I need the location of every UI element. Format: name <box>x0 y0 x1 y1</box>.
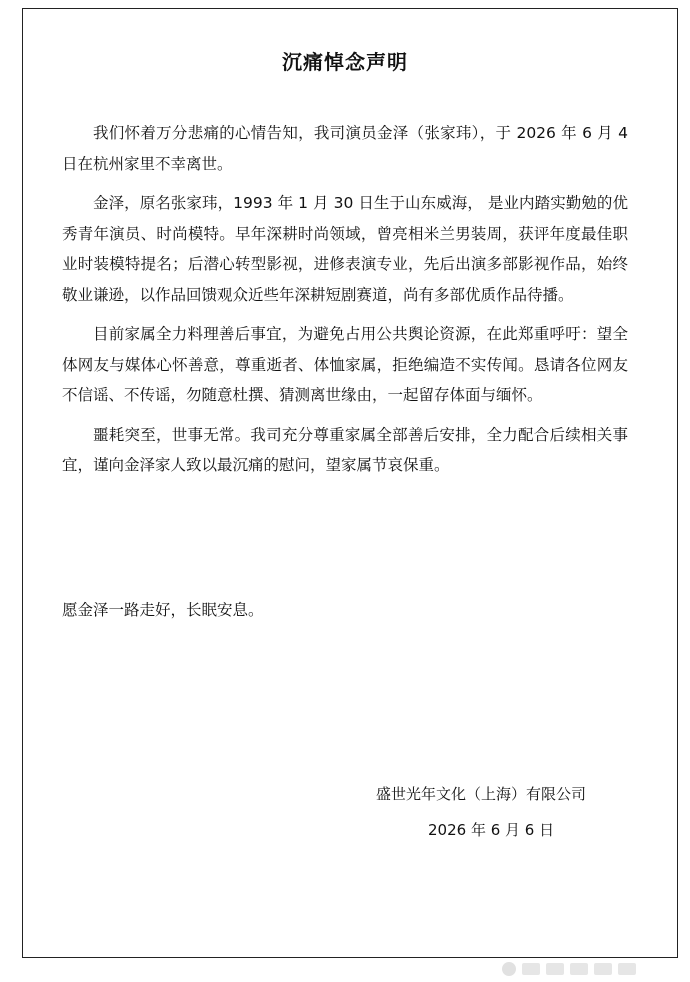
paragraph-biography: 金泽，原名张家玮，1993 年 1 月 30 日生于山东威海， 是业内踏实勤勉的优秀青年演员、时尚模特。早年深耕时尚领域，曾亮相米兰男装周，获评年度最佳职业时装模特提名；后潜心转型影视，进修表演专业，先后出演多部影视作品，始终敬业谦逊，以作品回馈观众近些年深耕短剧赛道，尚有多部优质作品待播。 <box>62 194 628 304</box>
company-signature: 盛世光年文化（上海）有限公司 <box>376 785 587 803</box>
document-body <box>62 118 628 490</box>
paragraph-announcement: 我们怀着万分悲痛的心情告知，我司演员金泽（张家玮），于 2026 年 6 月 4 日在杭州家里不幸离世。 <box>62 124 628 173</box>
watermark-block <box>546 963 564 975</box>
paragraph-appeal: 目前家属全力料理善后事宜，为避免占用公共舆论资源，在此郑重呼吁：望全体网友与媒体心怀善意，尊重逝者、体恤家属，拒绝编造不实传闻。恳请各位网友不信谣、不传谣，勿随意杜撰、猜测离世缘由，一起留存体面与缅怀。 <box>62 325 628 404</box>
watermark-block <box>570 963 588 975</box>
watermark-logo-icon <box>502 962 516 976</box>
document-date: 2026 年 6 月 6 日 <box>428 821 555 839</box>
paragraph-condolence: 噩耗突至，世事无常。我司充分尊重家属全部善后安排，全力配合后续相关事宜，谨向金泽家人致以最沉痛的慰问，望家属节哀保重。 <box>62 425 628 474</box>
watermark-block <box>522 963 540 975</box>
document-title: 沉痛悼念声明 <box>282 50 408 74</box>
farewell-line: 愿金泽一路走好，长眠安息。 <box>62 601 264 619</box>
watermark <box>502 958 682 980</box>
watermark-block <box>594 963 612 975</box>
watermark-block <box>618 963 636 975</box>
